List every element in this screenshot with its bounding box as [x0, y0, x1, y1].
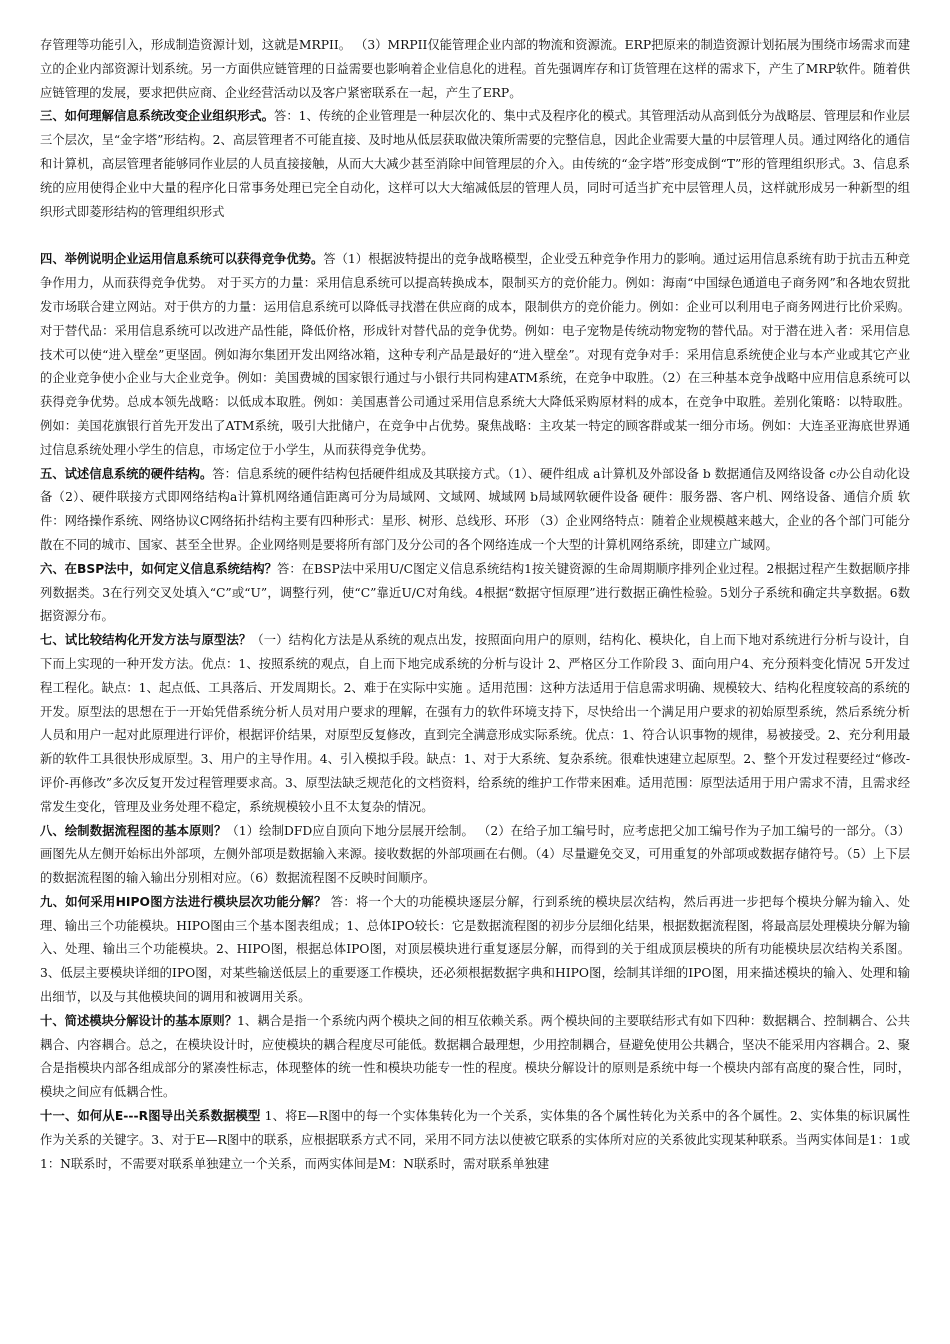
section-10-question: 十、简述模块分解设计的基本原则？ [40, 1013, 238, 1028]
blank-line [40, 224, 910, 248]
section-11-question: 十一、如何从E---R图导出关系数据模型 [40, 1109, 261, 1124]
section-6 [40, 558, 910, 629]
section-6-answer: 答：在BSP法中采用U/C图定义信息系统结构1按关键资源的生命周期顺序排列企业过程。2根据过程产生数据顺序排列数据类。3在行列交叉处填入“C”或“U”，调整行列，使“C”靠近U/C对角线。4根据“数据守恒原理”进行数据正确性检验。5划分子系统和确定共享数据。6数据资源分布。 [40, 561, 910, 624]
section-11-answer: 1、将E—R图中的每一个实体集转化为一个关系，实体集的各个属性转化为关系中的各个属性。2、实体集的标识属性作为关系的关键字。3、对于E—R图中的联系，应根据联系方式不同，采用不同方法以使被它联系的实体所对应的关系彼此实现某种联系。当两实体间是1：1或1：N联系时，不需要对联系单独建立一个关系，而两实体间是M：N联系时，需对联系单独建 [40, 1109, 911, 1171]
section-7-question: 七、试比较结构化开发方法与原型法？ [40, 633, 252, 648]
intro-paragraph [40, 34, 910, 105]
section-4 [40, 248, 910, 462]
section-10 [40, 1010, 910, 1105]
section-7-answer: （一）结构化方法是从系统的观点出发，按照面向用户的原则，结构化、模块化，自上而下地对系统进行分析与设计，自下而上实现的一种开发方法。优点：1、按照系统的观点，自上而下地完成系统的分析与设计 2、严格区分工作阶段 3、面向用户4、充分预料变化情况 5开发过程工程化。缺点：1、起点低、工具落后、开发周期长。2、难于在实际中实施 。适用范围：这种方法适用于信息需求明确、规模较大、结构化程度较高的系统的开发。原型法的思想在于一开始凭借系统分析人员对用户要求的理解，在强有力的软件环境支持下，尽快给出一个满足用户要求的初始原型系统，然后系统分析人员和用户一起对此原理进行评价，根据评价结果，对原型反复修改，直到完全满意形成实际系统。优点：1、符合认识事物的规律，易被接受。2、充分利用最新的软件工具很快形成原型。3、用户的主导作用。4、引入模拟手段。缺点：1、对于大系统、复杂系统。很难快速建立起原型。2、整个开发过程要经过“修改-评价-再修改”多次反复开发过程管理要求高。3、原型法缺乏规范化的文档资料，给系统的维护工作带来困难。适用范围：原型法适用于用户需求不清，且需求经常发生变化，管理及业务处理不稳定，系统规模较小且不太复杂的情况。 [40, 633, 910, 814]
section-4-answer: 答（1）根据波特提出的竞争战略模型，企业受五种竞争作用力的影响。通过运用信息系统有助于抗击五种竞争作用力，从而获得竞争优势。 对于买方的力量：采用信息系统可以提高转换成本，限制买方的竞价能力。例如：海南“中国绿色通道电子商务网”和各地农贸批发市场联合建立网站。对于供方的力量：运用信息系统可以降低寻找潜在供应商的成本，限制供方的竞价能力。例如：企业可以利用电子商务网进行比价采购。对于替代品：采用信息系统可以改进产品性能，降低价格，形成针对替代品的竞争优势。例如：电子宠物是传统动物宠物的替代品。对于潜在进入者：采用信息技术可以使“进入壁垒”更坚固。例如海尔集团开发出网络冰箱，这种专利产品是最好的“进入壁垒”。对现有竞争对手：采用信息系统使企业与本产业或其它产业的企业竞争使小企业与大企业竞争。例如：美国费城的国家银行通过与小银行共同构建ATM系统，在竞争中取胜。（2）在三种基本竞争战略中应用信息系统可以获得竞争优势。总成本领先战略：以低成本取胜。例如：美国惠普公司通过采用信息系统大大降低采购原材料的成本，在竞争中取胜。差别化策略：以特取胜。例如：美国花旗银行首先开发出了ATM系统，吸引大批储户，在竞争中占优势。聚焦战略：主攻某一特定的顾客群或某一细分市场。例如：大连圣亚海底世界通过信息系统处理小学生的信息，市场定位于小学生，从而获得竞争优势。 [40, 252, 910, 457]
section-11 [40, 1105, 910, 1176]
section-5 [40, 463, 910, 558]
section-6-question: 六、在BSP法中，如何定义信息系统结构？ [40, 561, 278, 576]
section-7 [40, 629, 910, 819]
section-8-question: 八、绘制数据流程图的基本原则？ [40, 823, 227, 838]
section-5-answer: 答：信息系统的硬件结构包括硬件组成及其联接方式。（1）、硬件组成 a计算机及外部设备 b 数据通信及网络设备 c办公自动化设备（2）、硬件联接方式即网络结构a计算机网络通信距离可分为局域网、文域网、城域网 b局域网软硬件设备 硬件：服务器、客户机、网络设备、通信介质 软件：网络操作系统、网络协议C网络拓扑结构主要有四种形式：星形、树形、总线形、环形 （3）企业网络特点：随着企业规模越来越大，企业的各个部门可能分散在不同的城市、国家、甚至全世界。企业网络则是要将所有部门及分公司的各个网络连成一个大型的计算机网络系统，即建立广域网。 [40, 466, 910, 552]
section-9-answer: 答：将一个大的功能模块逐层分解，行到系统的模块层次结构，然后再进一步把每个模块分解为输入、处理、输出三个功能模块。HIPO图由三个基本图表组成；1、总体IPO较长：它是数据流程图的初步分层细化结果，根据数据流程图，将最高层处理模块分解为输入、处理、输出三个功能模块。2、HIPO图，根据总体IPO图，对顶层模块进行重复逐层分解，而得到的关于组成顶层模块的所有功能模块层次结构关系图。3、低层主要模块详细的IPO图，对某些输送低层上的重要逐工作模块，还必须根据数据字典和HIPO图，绘制其详细的IPO图，用来描述模块的输入、处理和输出细节，以及与其他模块间的调用和被调用关系。 [40, 894, 910, 1005]
section-3-question: 三、如何理解信息系统改变企业组织形式。 [40, 109, 275, 124]
section-8-answer: （1）绘制DFD应自顶向下地分层展开绘制。 （2）在给子加工编号时，应考虑把父加工编号作为子加工编号的一部分。（3）画图先从左侧开始标出外部项，左侧外部项是数据输入来源。接收数据的外部项画在右侧。（4）尽量避免交叉，可用重复的外部项或数据存储符号。（5）上下层的数据流程图的输入输出分别相对应。（6）数据流程图不反映时间顺序。 [40, 823, 910, 886]
section-3-answer: 答：1、传统的企业管理是一种层次化的、集中式及程序化的模式。其管理活动从高到低分为战略层、管理层和作业层三个层次，呈“金字塔”形结构。2、高层管理者不可能直接、及时地从低层获取做决策所需要的完整信息，因此企业需要大量的中层管理人员。通过网络化的通信和计算机，高层管理者能够同作业层的人员直接接触，从而大大减少甚至消除中间管理层的介入。由传统的“金字塔”形变成倒“T”形的管理组织形式。3、信息系统的应用使得企业中大量的程序化日常事务处理已完全自动化，这样可以大大缩减低层的管理人员，同时可适当扩充中层管理人员，这样就形成另一种新型的组织形式即菱形结构的管理组织形式 [40, 109, 910, 219]
section-5-question: 五、试述信息系统的硬件结构。 [40, 466, 213, 481]
section-9 [40, 891, 910, 1010]
section-10-answer: 1、耦合是指一个系统内两个模块之间的相互依赖关系。两个模块间的主要联结形式有如下四种：数据耦合、控制耦合、公共耦合、内容耦合。总之，在模块设计时，应使模块的耦合程度尽可能低。数据耦合最理想，少用控制耦合，昼避免使用公共耦合，坚决不能采用内容耦合。2、聚合是指模块内部各组成部分的紧凑性标志，体现整体的统一性和模块功能专一性的程度。模块分解设计的原则是系统中每一个模块内部有高度的聚合性，同时，模块之间应有低耦合性。 [40, 1013, 910, 1100]
section-4-question: 四、举例说明企业运用信息系统可以获得竞争优势。 [40, 252, 324, 267]
section-3 [40, 105, 910, 224]
intro-text: 存管理等功能引入，形成制造资源计划，这就是MRPII。 （3）MRPII仅能管理企业内部的物流和资源流。ERP把原来的制造资源计划拓展为围绕市场需求而建立的企业内部资源计划系统。另一方面供应链管理的日益需要也影响着企业信息化的进程。首先强调库存和订货管理在这样的需求下，产生了MRP软件。随着供应链管理的发展，要求把供应商、企业经营活动以及客户紧密联系在一起，产生了ERP。 [40, 38, 910, 100]
section-8 [40, 820, 910, 891]
section-9-question: 九、如何采用HIPO图方法进行模块层次功能分解？ [40, 894, 327, 909]
